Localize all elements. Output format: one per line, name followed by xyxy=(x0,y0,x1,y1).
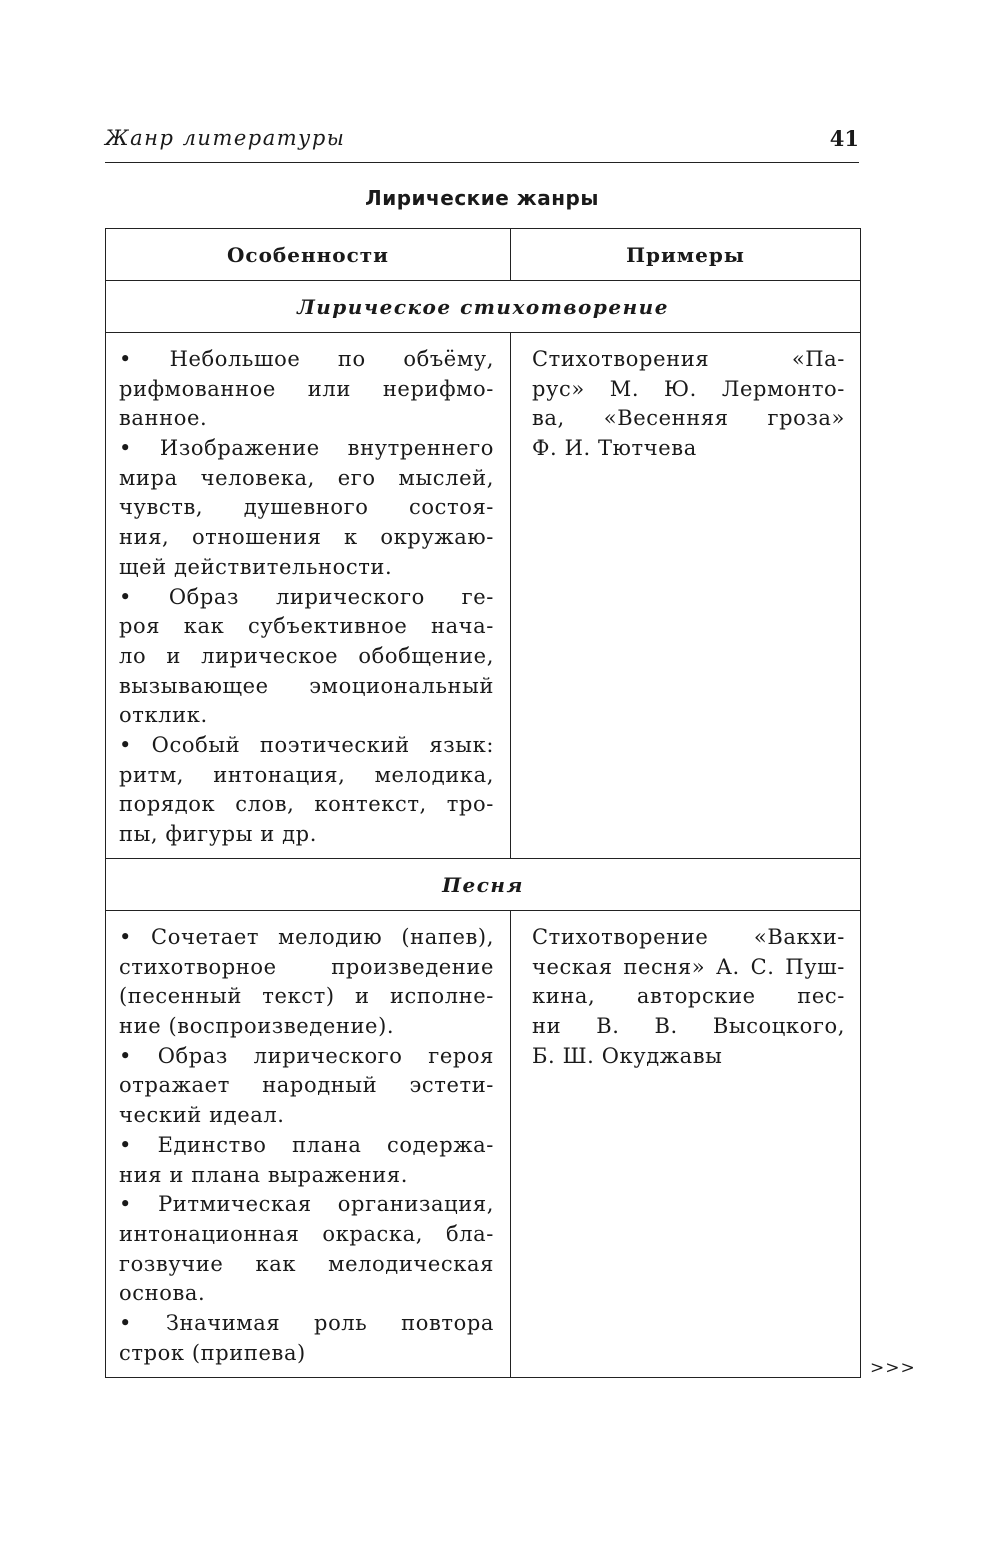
text-line: порядок слов, контекст, тро- xyxy=(119,792,494,817)
text-line: ния, отношения к окружаю- xyxy=(119,525,494,550)
column-header-examples: Примеры xyxy=(511,229,861,281)
table-row xyxy=(106,333,861,859)
text-line: отражает народный эстети- xyxy=(119,1073,494,1098)
text-line: ческий идеал. xyxy=(119,1103,285,1128)
section-title: Песня xyxy=(106,859,861,911)
text-line: • Ритмическая организация, xyxy=(119,1192,494,1217)
text-line: чувств, душевного состоя- xyxy=(119,495,494,520)
examples-cell xyxy=(511,333,860,464)
text-line: ло и лирическое обобщение, xyxy=(119,643,494,668)
text-line: Ф. И. Тютчева xyxy=(532,436,697,461)
text-line: ванное. xyxy=(119,406,208,431)
examples-cell xyxy=(511,911,860,1071)
table-header-row xyxy=(106,229,861,281)
section-row xyxy=(106,859,861,911)
text-line: основа. xyxy=(119,1281,206,1306)
text-line: вызывающее эмоциональный xyxy=(119,673,494,698)
text-line: рифмованное или нерифмо- xyxy=(119,376,494,401)
text-line: строк (припева) xyxy=(119,1340,306,1365)
text-line: • Сочетает мелодию (напев), xyxy=(119,925,494,949)
text-line: ческая песня» А. С. Пуш- xyxy=(532,954,845,979)
running-head xyxy=(105,124,859,163)
text-line: рус» М. Ю. Лермонто- xyxy=(532,376,845,401)
text-line: мира человека, его мыслей, xyxy=(119,465,494,490)
chapter-title: Жанр литературы xyxy=(105,126,346,150)
continued-marker: >>> xyxy=(870,1358,916,1378)
text-line: • Значимая роль повтора xyxy=(119,1310,494,1335)
features-cell xyxy=(106,911,510,1368)
text-line: ние (воспроизведение). xyxy=(119,1014,395,1039)
text-line: • Образ лирического ге- xyxy=(119,584,494,609)
text-line: Стихотворение «Вакхи- xyxy=(532,925,845,949)
text-line: стихотворное произведение xyxy=(119,954,494,979)
text-line: (песенный текст) и исполне- xyxy=(119,984,494,1009)
text-line: • Особый поэтический язык: xyxy=(119,732,494,757)
genres-table xyxy=(105,228,861,1378)
text-line: интонационная окраска, бла- xyxy=(119,1221,494,1246)
table-row xyxy=(106,911,861,1378)
text-line: ния и плана выражения. xyxy=(119,1162,408,1187)
section-row xyxy=(106,281,861,333)
features-cell xyxy=(106,333,510,850)
text-line: Стихотворения «Па- xyxy=(532,347,845,371)
text-line: • Единство плана содержа- xyxy=(119,1132,494,1157)
table-title: Лирические жанры xyxy=(365,186,599,210)
text-line: • Небольшое по объёму, xyxy=(119,347,494,371)
text-line: пы, фигуры и др. xyxy=(119,822,318,846)
section-title: Лирическое стихотворение xyxy=(106,281,861,333)
text-line: отклик. xyxy=(119,703,208,728)
text-line: • Образ лирического героя xyxy=(119,1043,494,1068)
page-number: 41 xyxy=(829,126,859,151)
column-header-features: Особенности xyxy=(106,229,511,281)
text-line: кина, авторские пес- xyxy=(532,984,845,1009)
text-line: ва, «Весенняя гроза» xyxy=(532,406,845,431)
text-line: гозвучие как мелодическая xyxy=(119,1251,494,1276)
text-line: • Изображение внутреннего xyxy=(119,436,494,461)
text-line: щей действительности. xyxy=(119,554,393,579)
text-line: ни В. В. Высоцкого, xyxy=(532,1014,845,1039)
text-line: Б. Ш. Окуджавы xyxy=(532,1043,723,1068)
text-line: роя как субъективное нача- xyxy=(119,614,494,639)
text-line: ритм, интонация, мелодика, xyxy=(119,762,494,787)
